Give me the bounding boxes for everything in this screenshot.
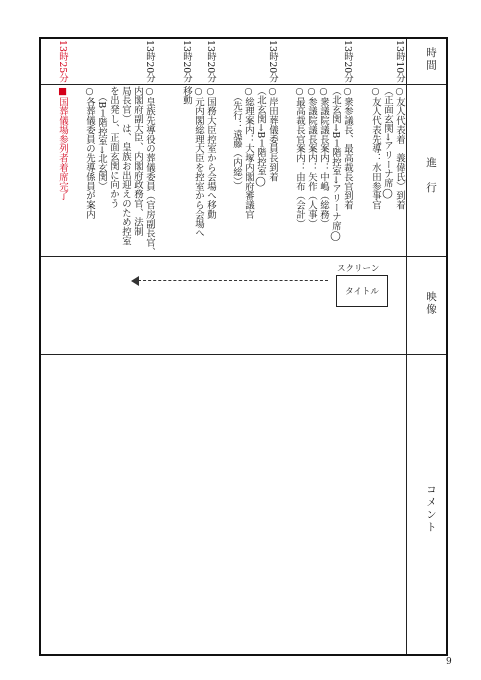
row-7-time: 13時25分 bbox=[57, 40, 68, 83]
row-5-time: 13時20分 bbox=[181, 40, 192, 83]
row-2-line-5: ○最高裁長官案内：由布（会計） bbox=[294, 86, 305, 229]
row-3-line-3: ○総理案内：大塚内閣府審議官 bbox=[243, 86, 254, 220]
row-1-line-2: （正面玄関→アリーナ席◯ bbox=[382, 86, 393, 199]
screen-label: スクリーン bbox=[337, 264, 380, 274]
page-number: 9 bbox=[446, 657, 452, 667]
row-1-line-1: ○友人代表着 義偉氏）到着 bbox=[394, 86, 405, 210]
row-1-time: 13時10分 bbox=[394, 40, 405, 83]
row-6-line-5: （B１階控室→北玄関） bbox=[96, 92, 107, 192]
row-1-line-3: ○友人代表先導：水田参事官 bbox=[370, 86, 381, 210]
row-3-time: 13時20分 bbox=[267, 40, 278, 83]
row-6-line-1: ○皇族先導役の葬儀委員（官房副長官、 bbox=[144, 86, 155, 257]
row-6-line-2: 内閣府副大臣、内閣府政務官、法制 bbox=[132, 86, 143, 237]
row-4-time: 13時20分 bbox=[205, 40, 216, 83]
label-column-divider bbox=[406, 39, 407, 654]
video-comment-divider bbox=[41, 354, 446, 355]
row-6-line-3: 局長官）は、皇族お出迎えのため控室 bbox=[120, 86, 131, 246]
row-2-line-3: ○衆議院議長案内：中嶋（総務） bbox=[318, 86, 329, 229]
row-2-line-4: ○参議院議長案内：矢作（人事） bbox=[306, 86, 317, 229]
row-6-time: 13時20分 bbox=[144, 40, 155, 83]
row-2-line-1: ○衆参議長、最高裁長官到着 bbox=[342, 86, 353, 210]
arrow-left-icon bbox=[131, 276, 139, 286]
row-6-line-4: を出発し、正面玄関に向かう bbox=[108, 86, 119, 209]
screen-arrow-line bbox=[138, 280, 328, 281]
row-4-line-1: ○国務大臣控室から会場へ移動 bbox=[205, 86, 216, 220]
row-6-line-6: ○各葬儀委員の先導係員が案内 bbox=[84, 86, 95, 220]
title-label: タイトル bbox=[345, 287, 379, 297]
row-5-line-1: ○元内閣総理大臣を控室から会場へ移動 bbox=[181, 86, 204, 238]
row-7-line-1: ■国葬儀場参列者着席完了 bbox=[57, 86, 68, 201]
header-time: 時間 bbox=[425, 47, 437, 72]
row-2-line-2: （北玄関→B１階控室→アリーナ席◯ bbox=[330, 86, 341, 242]
row-3-line-1: ○岸田葬儀委員長到着 bbox=[267, 86, 278, 182]
header-divider bbox=[41, 84, 446, 85]
header-video: 映像 bbox=[425, 291, 437, 316]
progress-video-divider bbox=[41, 256, 446, 257]
row-3-line-2: （北玄関→B１階控室◯ bbox=[255, 86, 266, 187]
header-progress: 進 行 bbox=[425, 157, 437, 195]
row-2-time: 13時20分 bbox=[342, 40, 353, 83]
row-3-line-4: （先行：遠藤（内総）） bbox=[231, 92, 242, 191]
header-comment: コメント bbox=[425, 484, 437, 534]
title-box bbox=[336, 275, 388, 307]
